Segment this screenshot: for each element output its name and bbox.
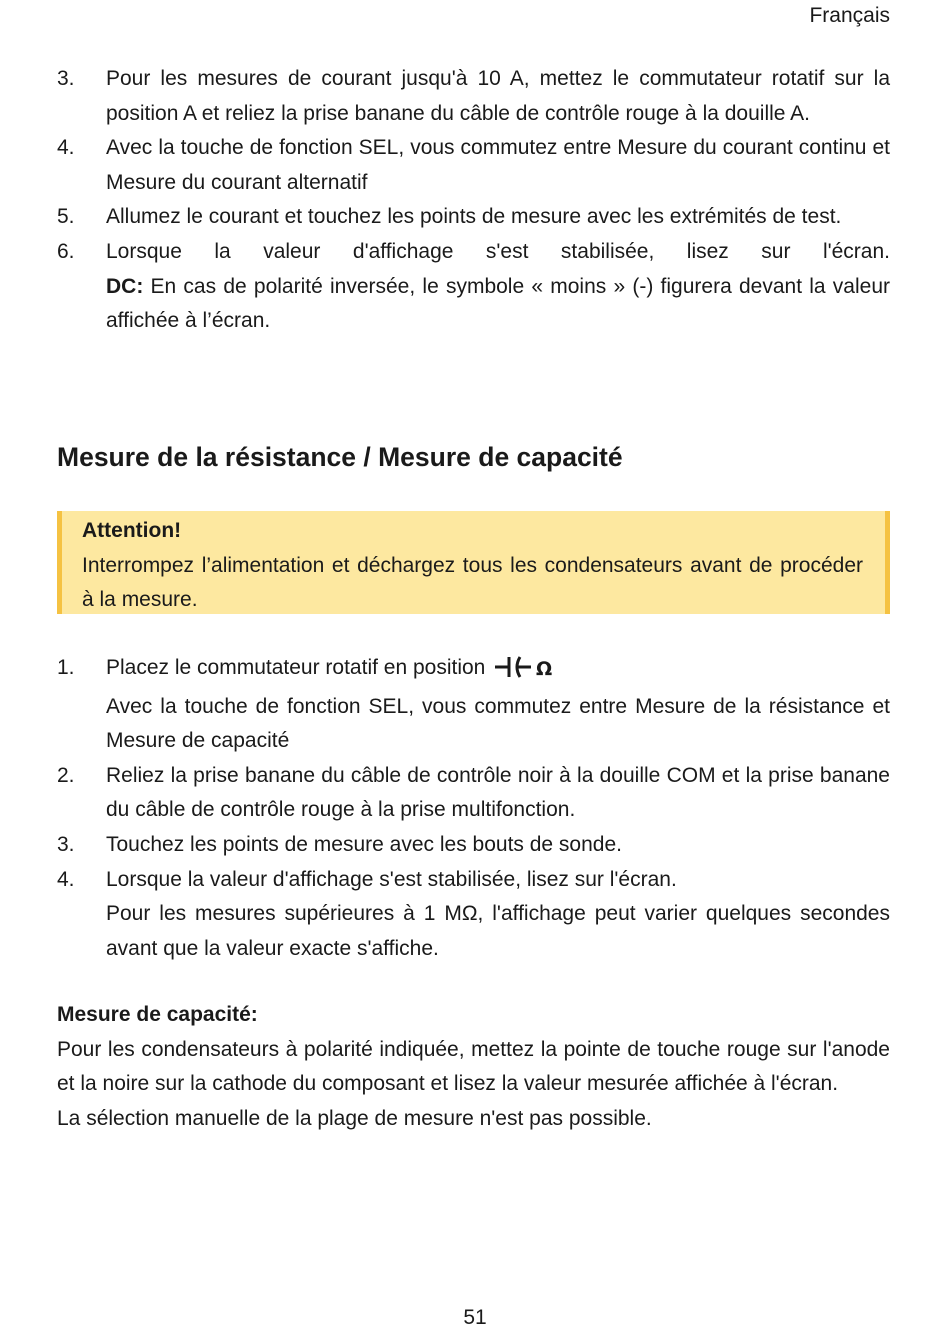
attention-box (57, 511, 890, 614)
step-number: 4. (57, 136, 75, 160)
capacity-note: La sélection manuelle de la plage de mesure n'est pas possible. (57, 1106, 652, 1130)
attention-title: Attention! (82, 519, 182, 542)
list-item (57, 863, 890, 967)
section-title: Mesure de la résistance / Mesure de capacité (57, 442, 623, 472)
step-text: Reliez la prise banane du câble de contrôle noir à la douille COM et la prise banane du câble de contrôle rouge à la prise multifonction. (106, 763, 890, 822)
step-number: 1. (57, 656, 75, 679)
ohm-symbol: Ω (536, 658, 553, 678)
list-item (57, 828, 890, 863)
step-text: Lorsque la valeur d'affichage s'est stabilisée, lisez sur l'écran. (106, 239, 890, 263)
step-number: 5. (57, 205, 75, 229)
dc-label: DC: (106, 274, 144, 298)
step-number: 2. (57, 763, 75, 787)
step-number: 4. (57, 867, 75, 891)
list-item (57, 235, 890, 339)
step-subtext: Avec la touche de fonction SEL, vous commutez entre Mesure de la résistance et Mesure de capacité (106, 694, 890, 753)
capacity-heading: Mesure de capacité: (57, 1003, 258, 1026)
list-item (57, 200, 890, 235)
step-subtext: Pour les mesures supérieures à 1 MΩ, l'affichage peut varier quelques secondes avant que la valeur exacte s'affiche. (106, 902, 890, 960)
step-number: 3. (57, 832, 75, 856)
page-number: 51 (463, 1306, 487, 1329)
list-item (57, 651, 890, 759)
steps-list-current (57, 62, 890, 339)
step-text: Touchez les points de mesure avec les bouts de sonde. (106, 832, 622, 856)
measurement-steps-resistance (57, 651, 890, 966)
list-item (57, 62, 890, 131)
page-language-label: Français (809, 4, 890, 27)
step-text: Pour les mesures de courant jusqu'à 10 A, mettez le commutateur rotatif sur la position A et reliez la prise banane du câble de contrôle rouge à la douille A. (106, 67, 890, 125)
capacity-section (57, 998, 890, 1136)
capacitor-ohm-icon (495, 655, 579, 690)
dc-note-text: En cas de polarité inversée, le symbole « moins » (-) figurera devant la valeur affichée à l’écran. (106, 274, 890, 333)
measurement-steps-current (57, 62, 890, 339)
step-text: Allumez le courant et touchez les points de mesure avec les extrémités de test. (106, 205, 842, 229)
step-number: 3. (57, 67, 75, 90)
list-item (57, 131, 890, 200)
list-item (57, 759, 890, 828)
attention-text: Interrompez l’alimentation et déchargez tous les condensateurs avant de procéder à la mesure. (82, 553, 863, 612)
step-text-main: Placez le commutateur rotatif en position (106, 656, 486, 679)
step-text: Avec la touche de fonction SEL, vous commutez entre Mesure du courant continu et Mesure du courant alternatif (106, 136, 890, 194)
step-number: 6. (57, 239, 75, 263)
step-text: Lorsque la valeur d'affichage s'est stabilisée, lisez sur l'écran. (106, 867, 677, 891)
capacity-text: Pour les condensateurs à polarité indiquée, mettez la pointe de touche rouge sur l'anode et la noire sur la cathode du composant et lisez la valeur mesurée affichée à l'écran. (57, 1037, 890, 1096)
steps-list-resistance (57, 651, 890, 966)
step-text (106, 651, 890, 690)
dc-note (106, 270, 890, 339)
